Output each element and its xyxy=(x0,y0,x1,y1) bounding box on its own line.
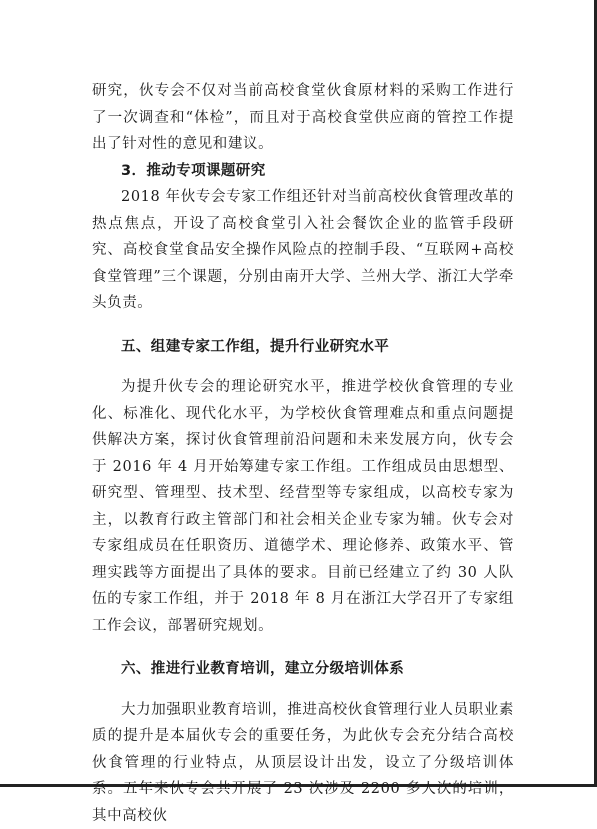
section-6-body: 大力加强职业教育培训，推进高校伙食管理行业人员职业素质的提升是本届伙专会的重要任务，为此伙专会充分结合高校伙食管理的行业特点，从顶层设计出发，设立了分级培训体系。五年来伙专会共开展了 23 次涉及 2200 多人次的培训，其中高校伙 xyxy=(92,697,514,829)
document-body xyxy=(92,78,514,829)
subsection-3-body: 2018 年伙专会专家工作组还针对当前高校伙食管理改革的热点焦点，开设了高校食堂引入社会餐饮企业的监管手段研究、高校食堂食品安全操作风险点的控制手段、“互联网+高校食堂管理”三个课题，分别由南开大学、兰州大学、浙江大学牵头负责。 xyxy=(92,184,514,317)
section-5-heading: 五、组建专家工作组，提升行业研究水平 xyxy=(121,334,514,361)
subsection-3-heading: 3．推动专项课题研究 xyxy=(121,158,514,185)
section-5-body: 为提升伙专会的理论研究水平，推进学校伙食管理的专业化、标准化、现代化水平，为学校伙食管理难点和重点问题提供解决方案，探讨伙食管理前沿问题和未来发展方向，伙专会于 2016 年 4 月开始筹建专家工作组。工作组成员由思想型、研究型、管理型、技术型、经营型等专家组成，以高校专家为主，以教育行政主管部门和社会相关企业专家为辅。伙专会对专家组成员在任职资历、道德学术、理论修养、政策水平、管理实践等方面提出了具体的要求。目前已经建立了约 30 人队伍的专家工作组，并于 2018 年 8 月在浙江大学召开了专家组工作会议，部署研究规划。 xyxy=(92,374,514,639)
section-6-heading: 六、推进行业教育培训，建立分级培训体系 xyxy=(121,656,514,683)
paragraph-continued: 研究，伙专会不仅对当前高校食堂伙食原材料的采购工作进行了一次调查和“体检”，而且对于高校食堂供应商的管控工作提出了针对性的意见和建议。 xyxy=(92,78,514,158)
